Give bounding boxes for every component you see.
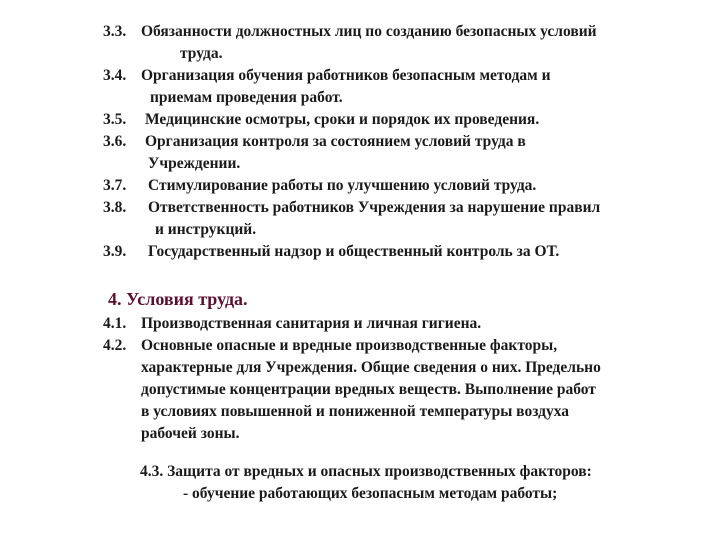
item-3-3-text-cont: труда.: [180, 45, 223, 62]
item-4-1-number: 4.1.: [103, 315, 127, 332]
item-3-8-text-cont: и инструкций.: [155, 221, 257, 238]
item-4-3-title: 4.3. Защита от вредных и опасных производственных факторов:: [140, 463, 592, 480]
item-3-8-number: 3.8.: [103, 199, 127, 216]
item-3-6-text: Организация контроля за состоянием условий труда в: [145, 133, 526, 150]
item-4-2-text: Основные опасные и вредные производственные факторы,: [141, 337, 558, 354]
item-3-5-number: 3.5.: [103, 111, 127, 128]
item-4-2-text-cont: характерные для Учреждения. Общие сведения о них. Предельно: [141, 359, 601, 376]
item-3-6-text-cont: Учреждении.: [148, 155, 241, 172]
item-3-5-text: Медицинские осмотры, сроки и порядок их проведения.: [145, 111, 540, 128]
item-4-2-number: 4.2.: [103, 337, 127, 354]
item-3-9-text: Государственный надзор и общественный контроль за ОТ.: [148, 243, 560, 260]
item-3-8-text: Ответственность работников Учреждения за нарушение правил: [148, 199, 601, 216]
item-3-4-number: 3.4.: [103, 67, 127, 84]
item-3-7-number: 3.7.: [103, 177, 127, 194]
item-3-7-text: Стимулирование работы по улучшению условий труда.: [148, 177, 537, 194]
item-3-9-number: 3.9.: [103, 243, 127, 260]
section-4-heading: 4. Условия труда.: [108, 289, 248, 309]
item-3-6-number: 3.6.: [103, 133, 127, 150]
item-3-4-text: Организация обучения работников безопасным методам и: [141, 67, 551, 84]
item-3-4-text-cont: приемам проведения работ.: [150, 89, 343, 106]
item-4-3-bullet: - обучение работающих безопасным методам работы;: [183, 485, 558, 502]
item-3-3-text: Обязанности должностных лиц по созданию безопасных условий: [141, 23, 597, 40]
item-3-3-number: 3.3.: [103, 23, 127, 40]
item-4-2-text-cont: в условиях повышенной и пониженной температуры воздуха: [141, 403, 570, 420]
item-4-2-text-cont: рабочей зоны.: [141, 425, 240, 442]
item-4-1-text: Производственная санитария и личная гигиена.: [141, 315, 482, 332]
item-4-2-text-cont: допустимые концентрации вредных веществ. Выполнение работ: [141, 381, 596, 398]
